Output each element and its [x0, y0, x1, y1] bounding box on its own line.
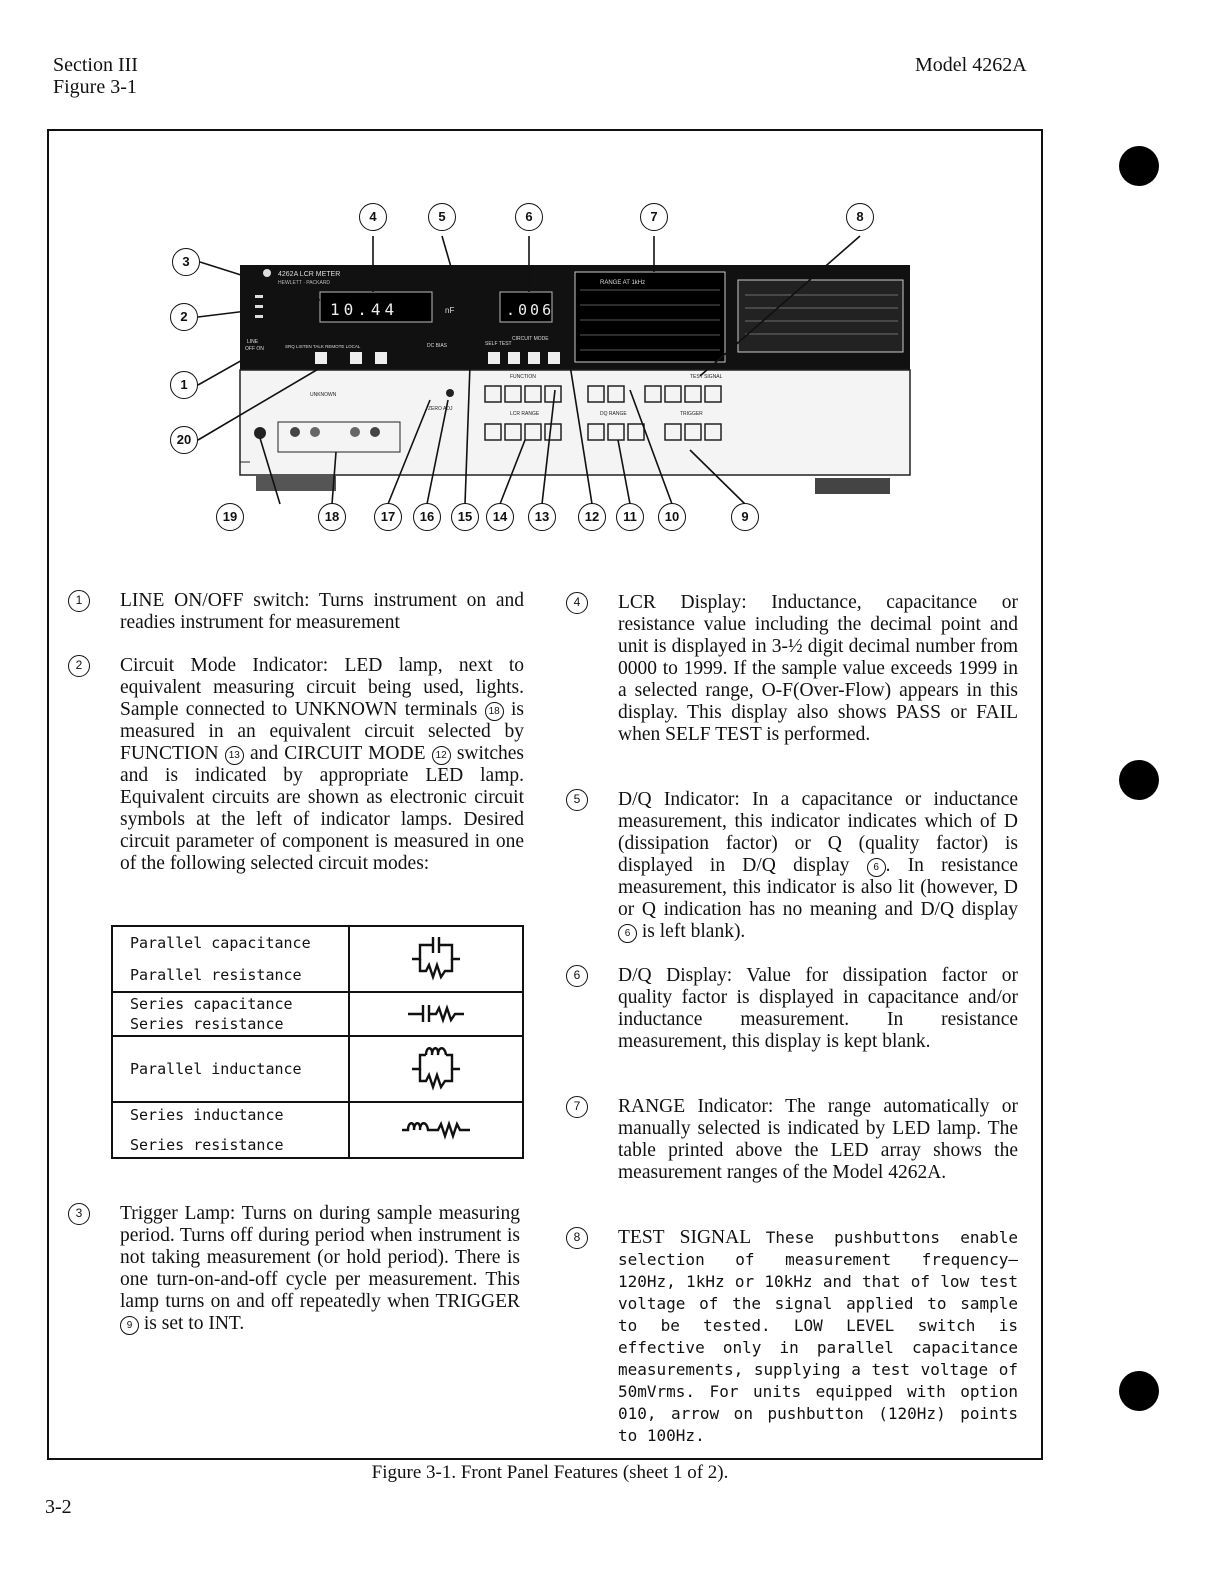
binder-hole [1119, 146, 1159, 186]
circuit-modes-table [111, 925, 524, 1159]
callout-17: 17 [374, 503, 402, 531]
svg-text:HEWLETT · PACKARD: HEWLETT · PACKARD [278, 280, 331, 286]
ref-6: 6 [867, 858, 886, 877]
svg-text:LCR RANGE: LCR RANGE [510, 411, 540, 417]
dq-readout: .006 [506, 301, 555, 319]
ref-12: 12 [432, 746, 451, 765]
item-5: 5 D/Q Indicator: In a capacitance or inductance measurement, this indicator indicates which of D (dissipation factor) or Q (quality factor) is displayed in D/Q display 6 . In resistance measurement, this indicator is also lit (however, D or Q indication has no meaning and D/Q display 6 is left blank). [566, 789, 1018, 943]
svg-text:RANGE AT 1kHz: RANGE AT 1kHz [600, 280, 646, 286]
binder-hole [1119, 1371, 1159, 1411]
table-row: Parallel inductance [112, 1036, 523, 1102]
callout-16: 16 [413, 503, 441, 531]
svg-text:UNKNOWN: UNKNOWN [310, 392, 337, 398]
ref-6: 6 [618, 924, 637, 943]
section-label: Section III [53, 54, 138, 76]
svg-text:TEST SIGNAL: TEST SIGNAL [690, 374, 723, 380]
table-row: Parallel capacitance Parallel resistance [112, 926, 523, 992]
item-7: 7 RANGE Indicator: The range automatically or manually selected is indicated by LED lamp. The table printed above the LED array shows the measurement ranges of the Model 4262A. [566, 1096, 1018, 1184]
callout-11: 11 [616, 503, 644, 531]
item-4: 4 LCR Display: Inductance, capacitance or resistance value including the decimal point and unit is displayed in 3-½ digit decimal number from 0000 to 1999. If the sample value exceeds 1999 in a selected range, O-F(Over-Flow) appears in this display. This display also shows PASS or FAIL when SELF TEST is performed. [566, 592, 1018, 746]
figure-caption: Figure 3-1. Front Panel Features (sheet 1 of 2). [371, 1462, 729, 1483]
callout-12: 12 [578, 503, 606, 531]
item-3: 3 Trigger Lamp: Turns on during sample measuring period. Turns off during period when instrument is not taking measurement (or hold period). There is one turn-on-and-off cycle per measurement. This lamp turns on and off repeatedly when TRIGGER 9 is set to INT. [68, 1203, 520, 1335]
series-cr-symbol [404, 1000, 468, 1024]
panel-brand: 4262A LCR METER [278, 271, 341, 278]
lcr-readout: 10.44 [330, 300, 399, 319]
figure-label: Figure 3-1 [53, 76, 137, 98]
callout-1: 1 [170, 371, 198, 399]
callout-14: 14 [486, 503, 514, 531]
svg-text:ZERO ADJ: ZERO ADJ [428, 406, 453, 412]
series-lr-symbol [398, 1116, 474, 1140]
callout-7: 7 [640, 203, 668, 231]
svg-text:LINE: LINE [247, 339, 259, 345]
item-2: 2 Circuit Mode Indicator: LED lamp, next to equivalent measuring circuit being used, lights. Sample connected to UNKNOWN terminals 18 is measured in an equivalent circuit selected by FUNCTION 13 and CIRCUIT MODE 12 switches and is indicated by appropriate LED lamp. Equivalent circuits are shown as electronic circuit symbols at the left of indicator lamps. Desired circuit parameter of component is measured in one of the following selected circuit modes: [68, 655, 524, 875]
svg-text:OFF ON: OFF ON [245, 346, 264, 352]
svg-text:CIRCUIT MODE: CIRCUIT MODE [512, 336, 549, 342]
ref-18: 18 [485, 702, 504, 721]
item-8: 8 TEST SIGNAL These pushbuttons enable selection of measurement frequency— 120Hz, 1kHz or 10kHz and that of low test voltage of the signal applied to sample to be tested. LOW LEVEL switch is effective only in parallel capacitance measurements, supplying a test voltage of 50mVrms. For units equipped with option 010, arrow on pushbutton (120Hz) points to 100Hz. [566, 1227, 1018, 1447]
callout-10: 10 [658, 503, 686, 531]
table-row: Series inductance Series resistance [112, 1102, 523, 1158]
svg-text:DQ RANGE: DQ RANGE [600, 411, 627, 417]
svg-text:SRQ LISTEN TALK REMOTE LOC: SRQ LISTEN TALK REMOTE LOCAL [285, 344, 361, 349]
callout-20: 20 [170, 426, 198, 454]
callout-5: 5 [428, 203, 456, 231]
parallel-lr-symbol [406, 1042, 466, 1092]
item-1: 1 LINE ON/OFF switch: Turns instrument on and readies instrument for measurement [68, 590, 524, 634]
front-panel-photo [160, 200, 920, 540]
callout-4: 4 [359, 203, 387, 231]
item-6: 6 D/Q Display: Value for dissipation factor or quality factor is displayed in capacitance and/or inductance measurement. In resistance measurement, this display is kept blank. [566, 965, 1018, 1053]
lcr-unit-label: nF [445, 306, 455, 315]
binder-hole [1119, 760, 1159, 800]
callout-6: 6 [515, 203, 543, 231]
callout-8: 8 [846, 203, 874, 231]
callout-9: 9 [731, 503, 759, 531]
ref-13: 13 [225, 746, 244, 765]
page-number: 3-2 [45, 1496, 72, 1518]
callout-19: 19 [216, 503, 244, 531]
svg-text:TRIGGER: TRIGGER [680, 411, 703, 417]
callout-13: 13 [528, 503, 556, 531]
parallel-cr-symbol [406, 933, 466, 981]
svg-text:DC BIAS: DC BIAS [427, 343, 448, 349]
svg-text:FUNCTION: FUNCTION [510, 374, 536, 380]
model-label: Model 4262A [915, 54, 1027, 76]
svg-text:SELF TEST: SELF TEST [485, 341, 512, 347]
ref-9: 9 [120, 1316, 139, 1335]
callout-2: 2 [170, 303, 198, 331]
callout-3: 3 [172, 248, 200, 276]
callout-18: 18 [318, 503, 346, 531]
callout-15: 15 [451, 503, 479, 531]
table-row: Series capacitance Series resistance [112, 992, 523, 1036]
